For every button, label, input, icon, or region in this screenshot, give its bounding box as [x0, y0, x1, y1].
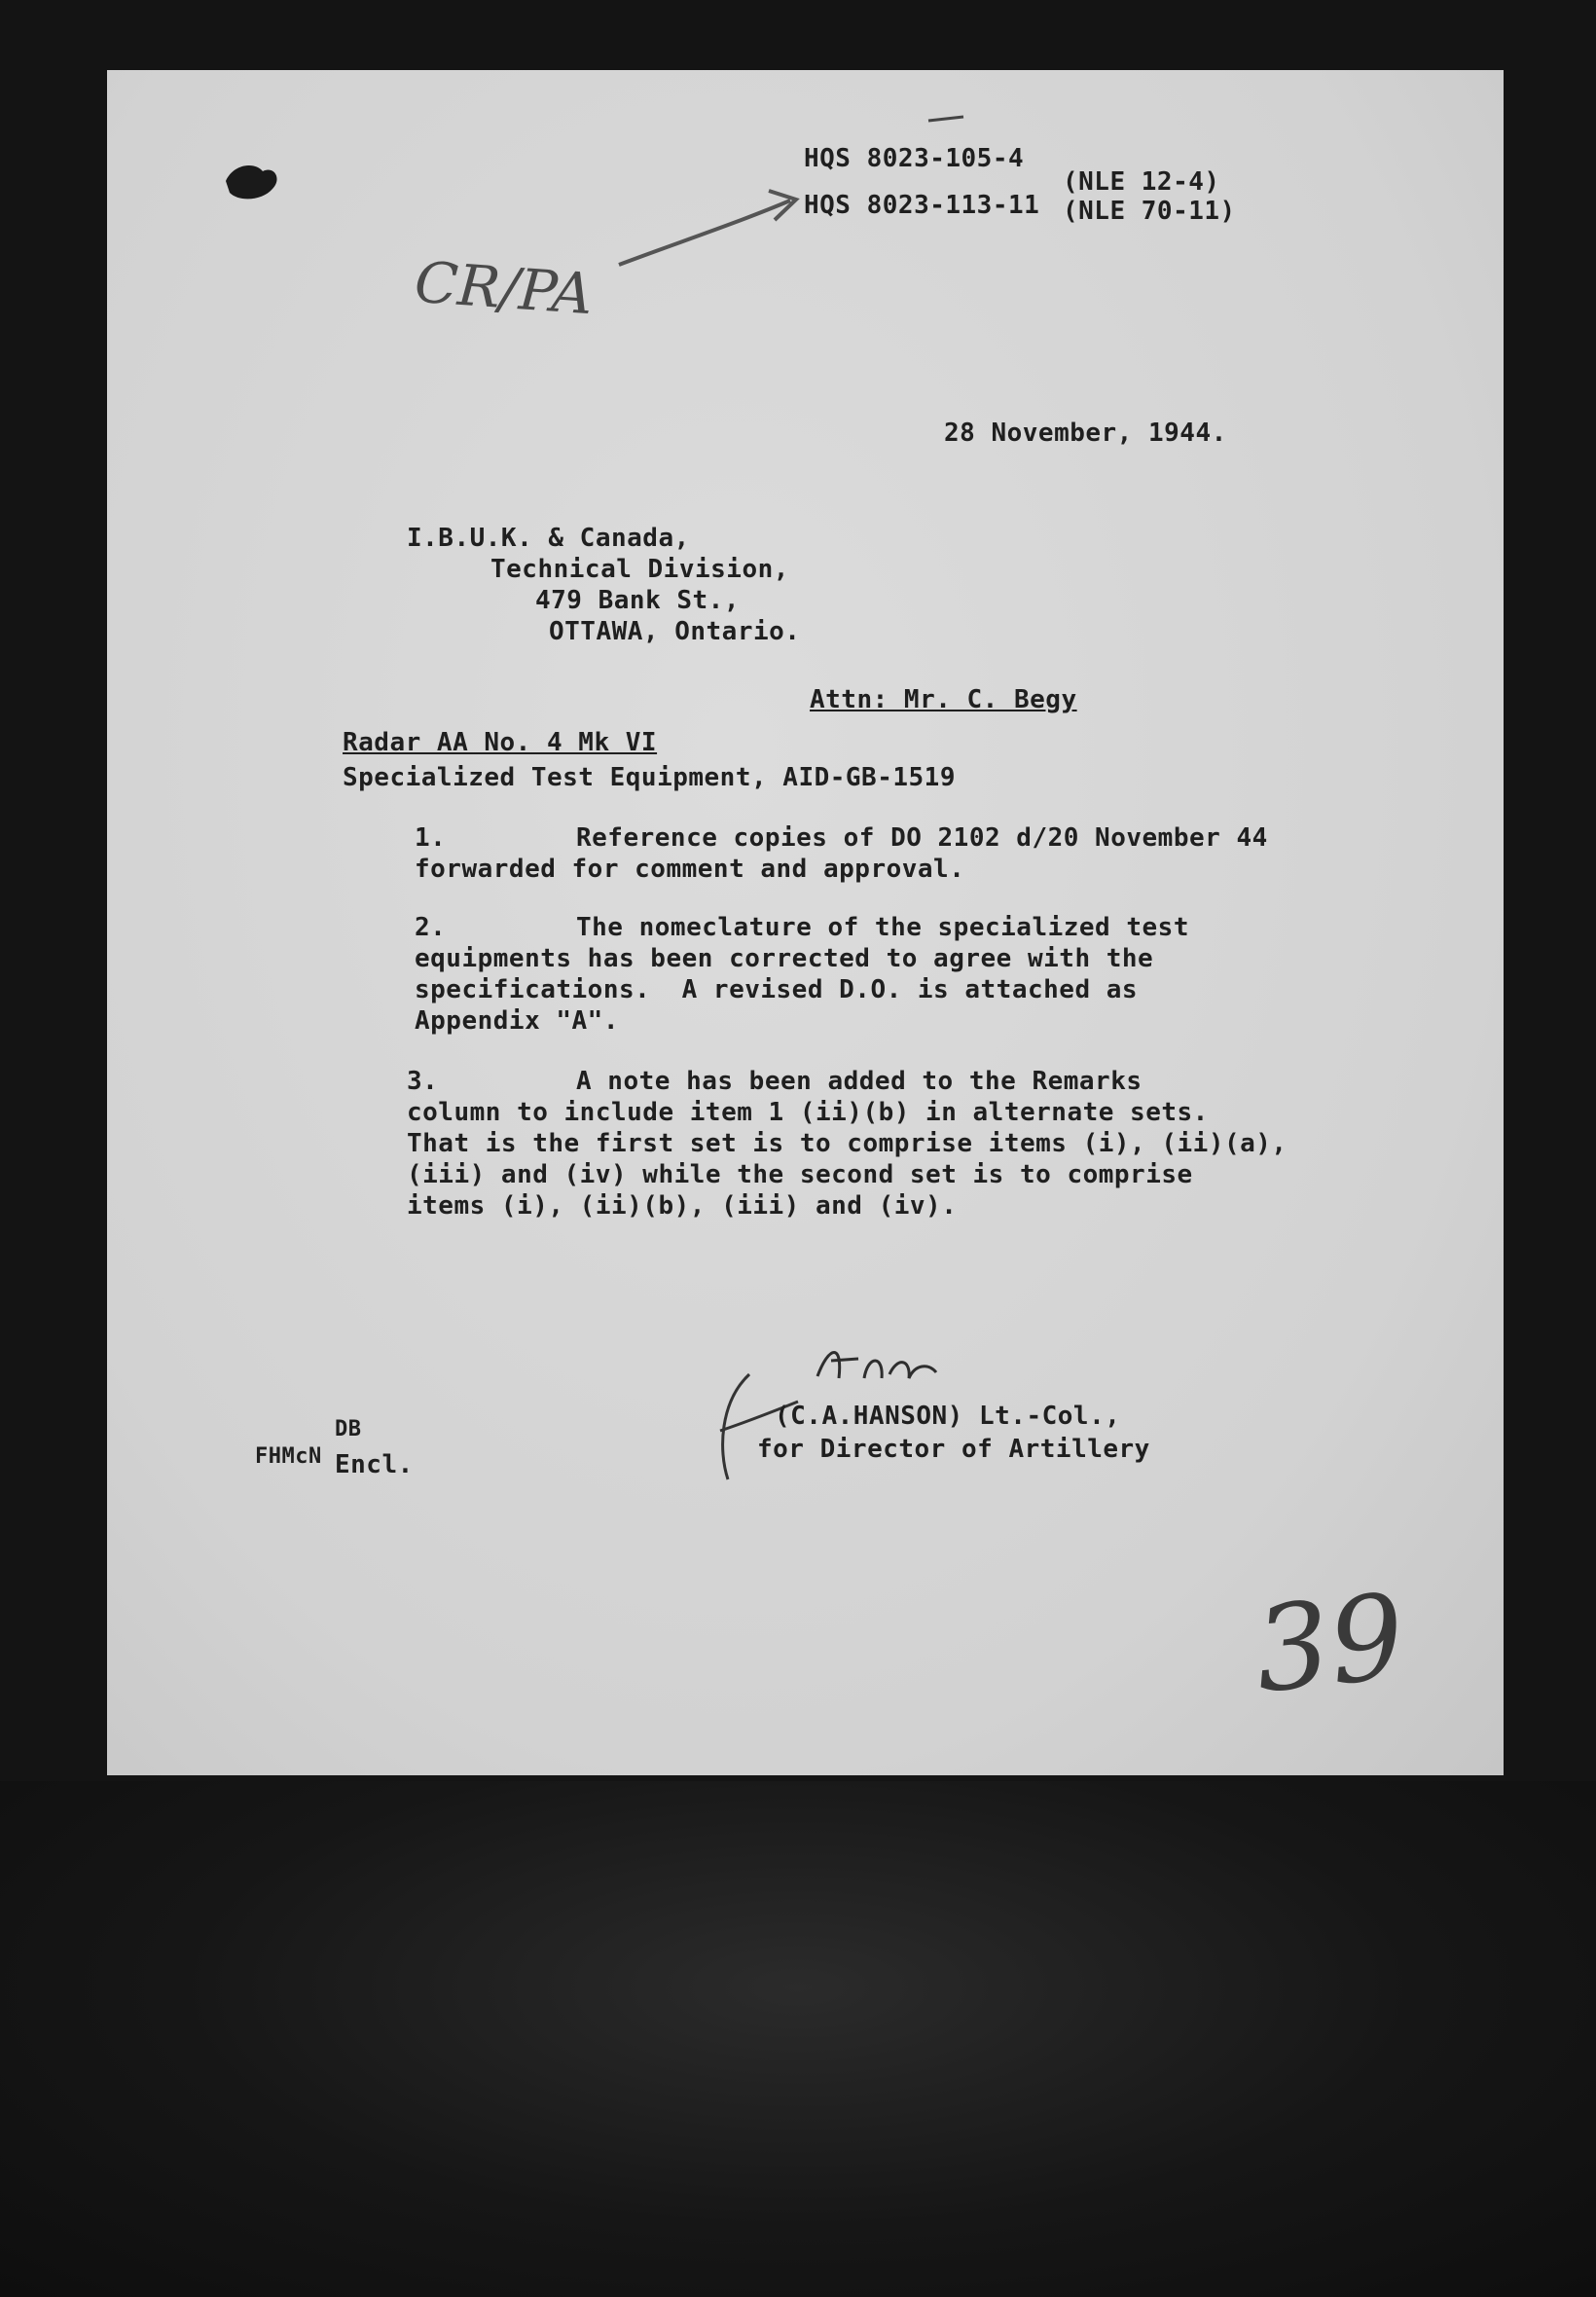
paragraph-3-line-3: That is the first set is to comprise items (i), (ii)(a), — [407, 1129, 1288, 1158]
paragraph-2-line-3: specifications. A revised D.O. is attached as — [415, 975, 1139, 1004]
paragraph-2-line-1: The nomeclature of the specialized test — [576, 913, 1189, 942]
enclosure-note: Encl. — [335, 1450, 414, 1479]
address-line-3: 479 Bank St., — [535, 586, 740, 615]
paragraph-3-number: 3. — [407, 1067, 439, 1096]
paragraph-3-line-5: items (i), (ii)(b), (iii) and (iv). — [407, 1191, 958, 1221]
handwritten-signature — [800, 1335, 956, 1394]
initials-typist: DB — [335, 1417, 362, 1441]
paragraph-3-line-4: (iii) and (iv) while the second set is to comprise — [407, 1160, 1193, 1189]
arrow-stroke — [619, 201, 790, 265]
address-line-4: OTTAWA, Ontario. — [549, 617, 801, 646]
file-ref-1: HQS 8023-105-4 — [804, 144, 1025, 173]
subject-line-2: Specialized Test Equipment, AID-GB-1519 — [343, 763, 956, 792]
signature-title: for Director of Artillery — [757, 1435, 1150, 1464]
paragraph-2-line-2: equipments has been corrected to agree with the — [415, 944, 1154, 973]
letter-date: 28 November, 1944. — [944, 419, 1227, 448]
paragraph-1-line-2: forwarded for comment and approval. — [415, 855, 965, 884]
file-ref-2: HQS 8023-113-11 — [804, 191, 1040, 220]
paragraph-3-line-1: A note has been added to the Remarks — [576, 1067, 1143, 1096]
initials-author: FHMcN — [255, 1444, 322, 1469]
paragraph-2-line-4: Appendix "A". — [415, 1006, 619, 1036]
top-dash — [928, 117, 963, 121]
address-line-2: Technical Division, — [490, 555, 789, 584]
attention-line: Attn: Mr. C. Begy — [810, 685, 1077, 714]
paragraph-1-line-1: Reference copies of DO 2102 d/20 November 44 — [576, 823, 1268, 853]
page-number-mark: 39 — [1249, 1569, 1411, 1720]
subject-line-1: Radar AA No. 4 Mk VI — [343, 728, 658, 757]
ink-blot — [226, 165, 277, 199]
file-code-1: (NLE 12-4) — [1063, 167, 1220, 197]
paragraph-2-number: 2. — [415, 913, 447, 942]
paragraph-3-line-2: column to include item 1 (ii)(b) in alternate sets. — [407, 1098, 1209, 1127]
file-code-2: (NLE 70-11) — [1063, 197, 1236, 226]
paragraph-1-number: 1. — [415, 823, 447, 853]
address-line-1: I.B.U.K. & Canada, — [407, 524, 690, 553]
handwritten-note: CR/PA — [412, 248, 596, 328]
signature-name: (C.A.HANSON) Lt.-Col., — [775, 1402, 1121, 1431]
